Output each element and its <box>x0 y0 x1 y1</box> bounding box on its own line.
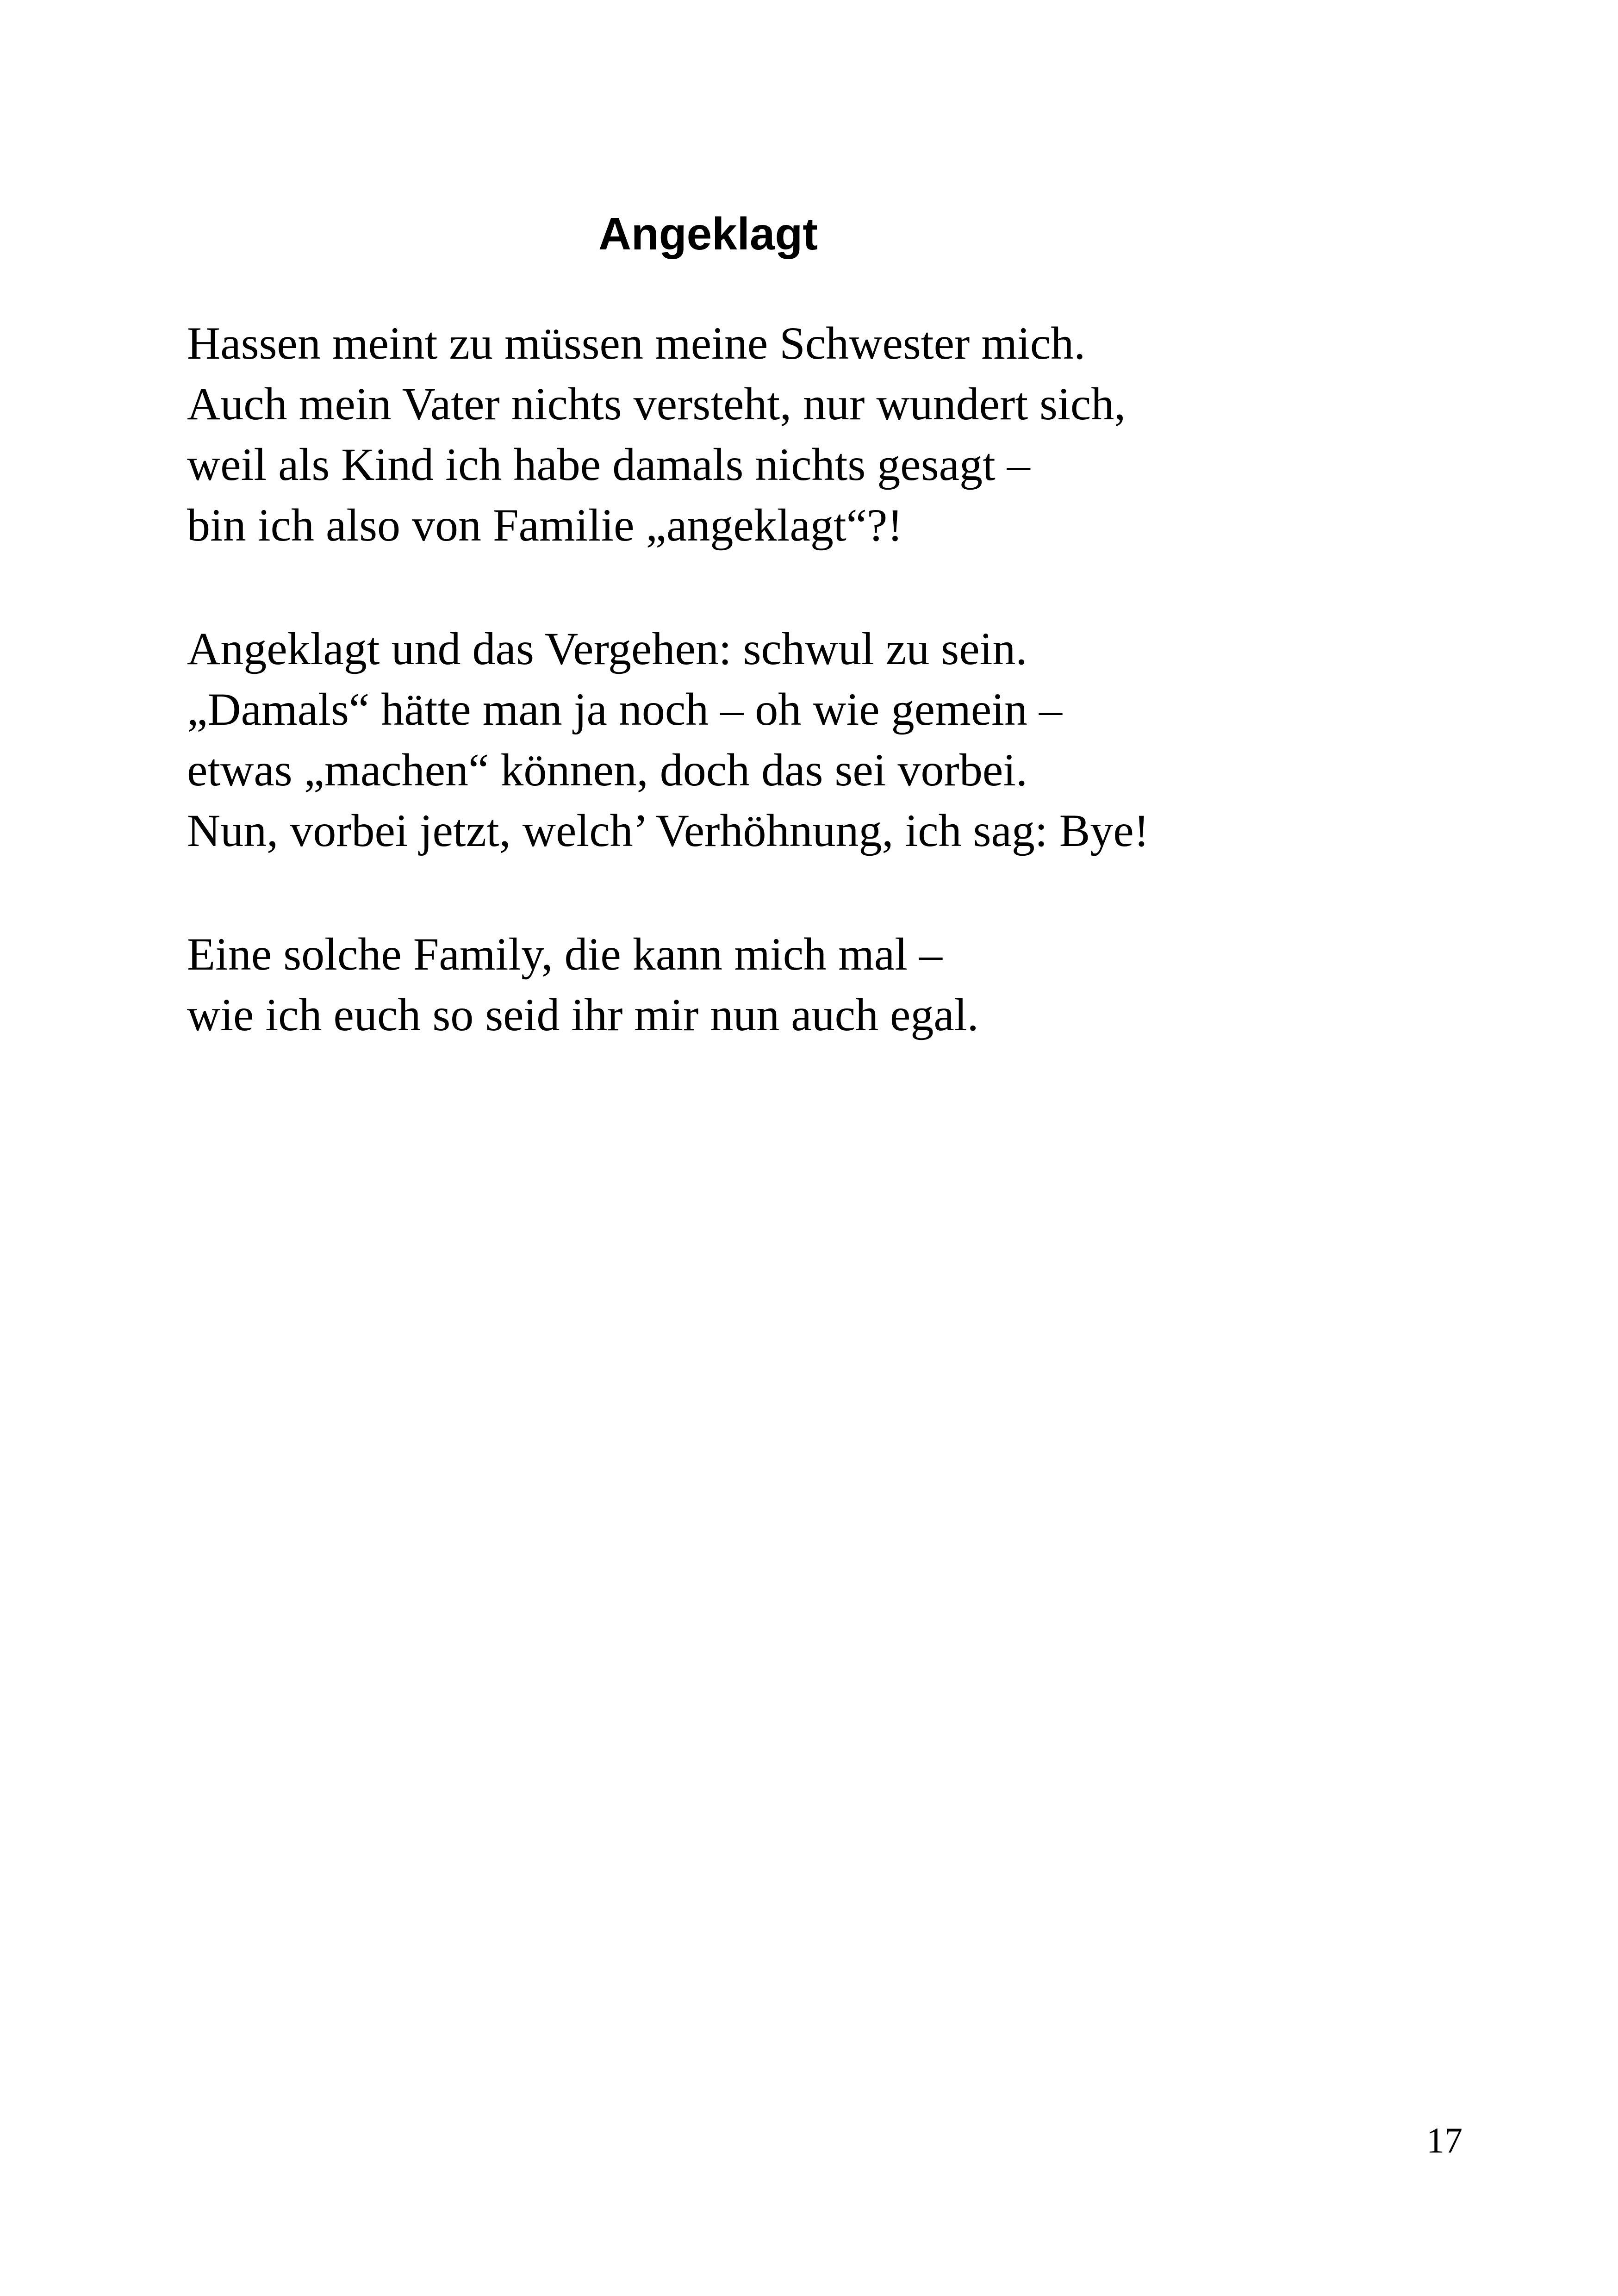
poem-line: Nun, vorbei jetzt, welch’ Verhöhnung, ich sag: Bye! <box>187 805 1150 856</box>
poem-line: wie ich euch so seid ihr mir nun auch egal. <box>187 989 979 1040</box>
poem-title: Angeklagt <box>598 208 818 259</box>
poem-line: Eine solche Family, die kann mich mal – <box>187 928 943 980</box>
poem-line: etwas „machen“ können, doch das sei vorbei. <box>187 744 1028 796</box>
page-number: 17 <box>1426 2120 1462 2160</box>
poem-line: Auch mein Vater nichts versteht, nur wundert sich, <box>187 378 1126 429</box>
poem-line: weil als Kind ich habe damals nichts gesagt – <box>187 439 1030 490</box>
stanza-2 <box>187 618 1149 861</box>
poem-line: Angeklagt und das Vergehen: schwul zu sein. <box>187 623 1027 674</box>
poem-line: „Damals“ hätte man ja noch – oh wie gemein – <box>187 684 1063 735</box>
poem-line: Hassen meint zu müssen meine Schwester mich. <box>187 317 1086 369</box>
poem-line: bin ich also von Familie „angeklagt“?! <box>187 499 903 551</box>
stanza-1 <box>187 313 1126 555</box>
stanza-3 <box>187 924 979 1045</box>
